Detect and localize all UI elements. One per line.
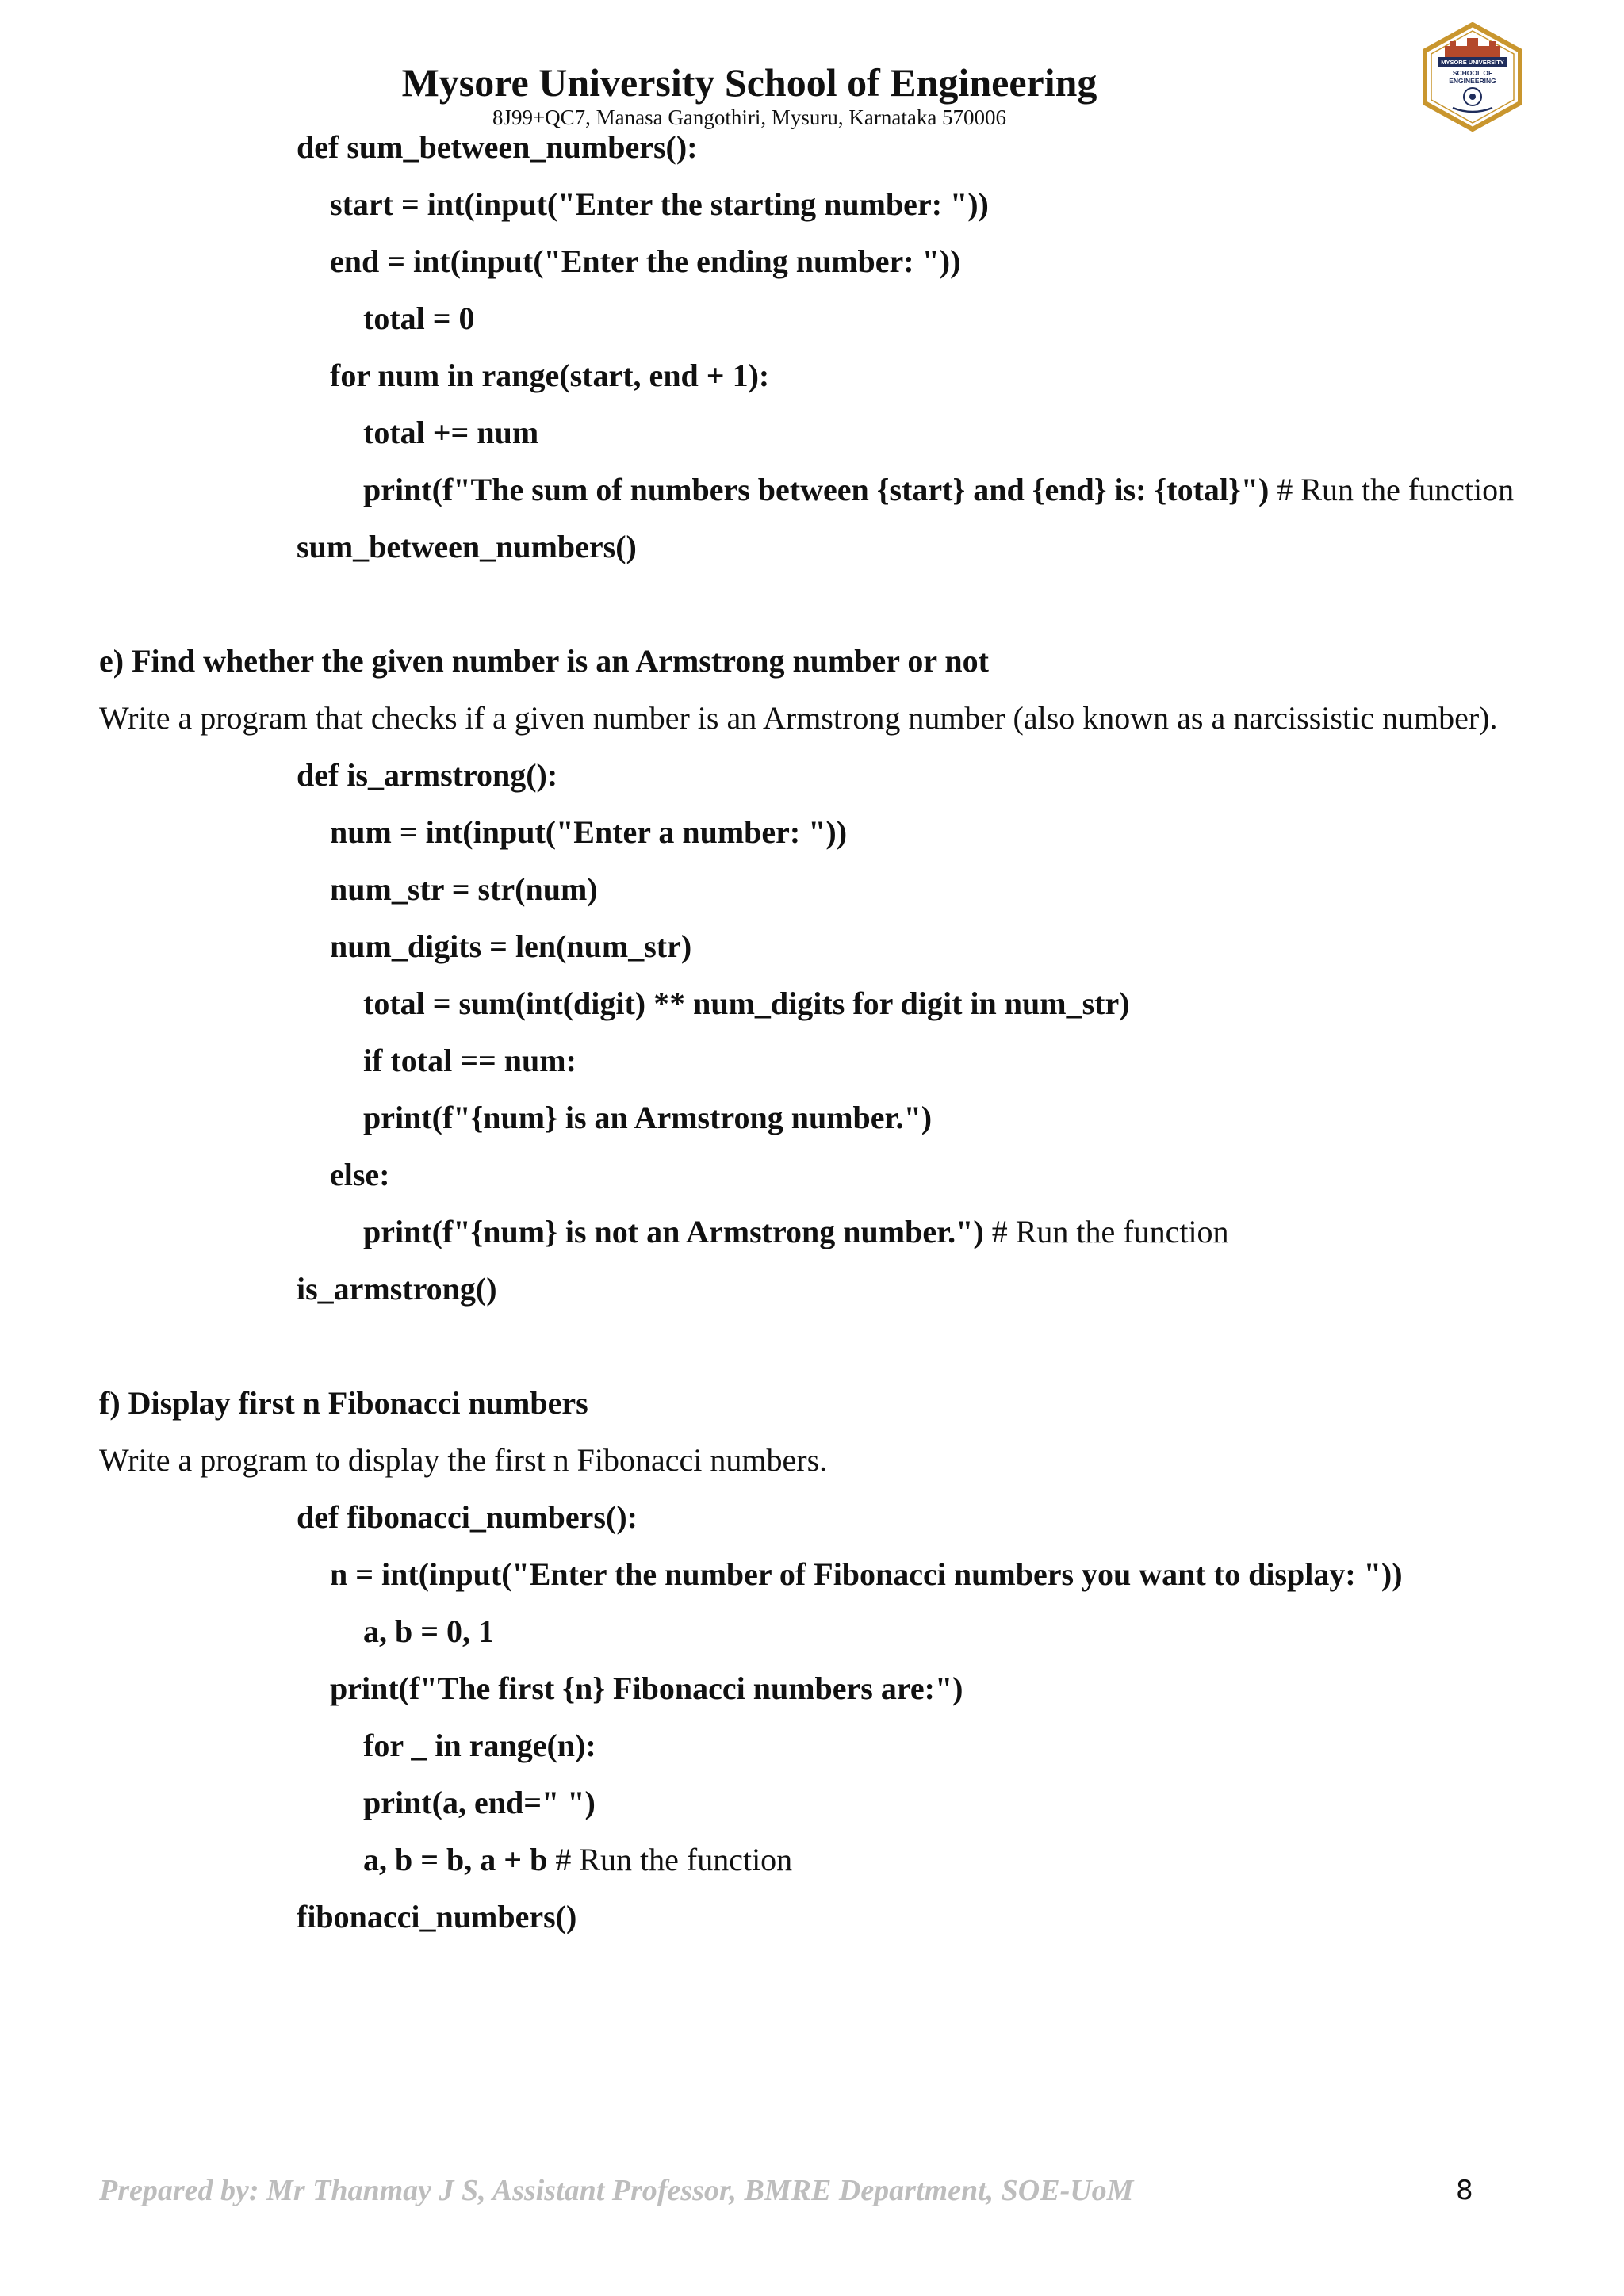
code-line: is_armstrong() xyxy=(297,1271,497,1307)
code-line: if total == num: xyxy=(363,1043,576,1078)
code-line: num = int(input("Enter a number: ")) xyxy=(330,814,848,850)
code-line: def is_armstrong(): xyxy=(297,757,558,793)
section-description-fibonacci: Write a program to display the first n Fibonacci numbers. xyxy=(99,1442,828,1478)
page-number: 8 xyxy=(1456,2175,1473,2206)
code-line: for _ in range(n): xyxy=(363,1728,596,1763)
code-line: def sum_between_numbers(): xyxy=(297,129,698,165)
code-line: a, b = b, a + b # Run the function xyxy=(363,1842,793,1877)
code-line: a, b = 0, 1 xyxy=(363,1613,495,1649)
code-line: sum_between_numbers() xyxy=(297,529,637,564)
code-line: print(f"The first {n} Fibonacci numbers are:") xyxy=(330,1670,963,1706)
footer-prepared-by: Prepared by: Mr Thanmay J S, Assistant Professor, BMRE Department, SOE-UoM xyxy=(99,2174,1134,2207)
code-line: for num in range(start, end + 1): xyxy=(330,358,770,393)
page-header-title: Mysore University School of Engineering xyxy=(401,60,1097,105)
section-heading-armstrong: e) Find whether the given number is an Armstrong number or not xyxy=(99,643,989,679)
logo-main-text-2: ENGINEERING xyxy=(1449,77,1496,85)
section-heading-fibonacci: f) Display first n Fibonacci numbers xyxy=(99,1385,588,1421)
code-line: print(f"The sum of numbers between {start} and {end} is: {total}") # Run the function xyxy=(363,472,1515,507)
code-line: total += num xyxy=(363,415,539,450)
page-header-address: 8J99+QC7, Manasa Gangothiri, Mysuru, Karnataka 570006 xyxy=(492,105,1007,129)
university-logo xyxy=(1421,22,1524,132)
code-line: def fibonacci_numbers(): xyxy=(297,1499,638,1535)
code-line: end = int(input("Enter the ending number: ")) xyxy=(330,243,961,279)
code-line: n = int(input("Enter the number of Fibonacci numbers you want to display: ")) xyxy=(330,1556,1403,1592)
code-line: fibonacci_numbers() xyxy=(297,1899,577,1934)
logo-main-text-1: SCHOOL OF xyxy=(1452,69,1493,77)
code-line: else: xyxy=(330,1157,390,1192)
code-line: num_digits = len(num_str) xyxy=(330,928,692,964)
logo-top-text: MYSORE UNIVERSITY xyxy=(1441,59,1504,66)
code-line: total = sum(int(digit) ** num_digits for digit in num_str) xyxy=(363,985,1130,1021)
code-line: print(f"{num} is an Armstrong number.") xyxy=(363,1100,933,1135)
section-description-armstrong: Write a program that checks if a given number is an Armstrong number (also known as a narcissistic number). xyxy=(99,700,1498,736)
code-line: num_str = str(num) xyxy=(330,871,598,907)
code-line: print(a, end=" ") xyxy=(363,1785,596,1820)
code-line: start = int(input("Enter the starting number: ")) xyxy=(330,186,989,222)
code-line: print(f"{num} is not an Armstrong number.") # Run the function xyxy=(363,1214,1229,1249)
code-line: total = 0 xyxy=(363,300,475,336)
